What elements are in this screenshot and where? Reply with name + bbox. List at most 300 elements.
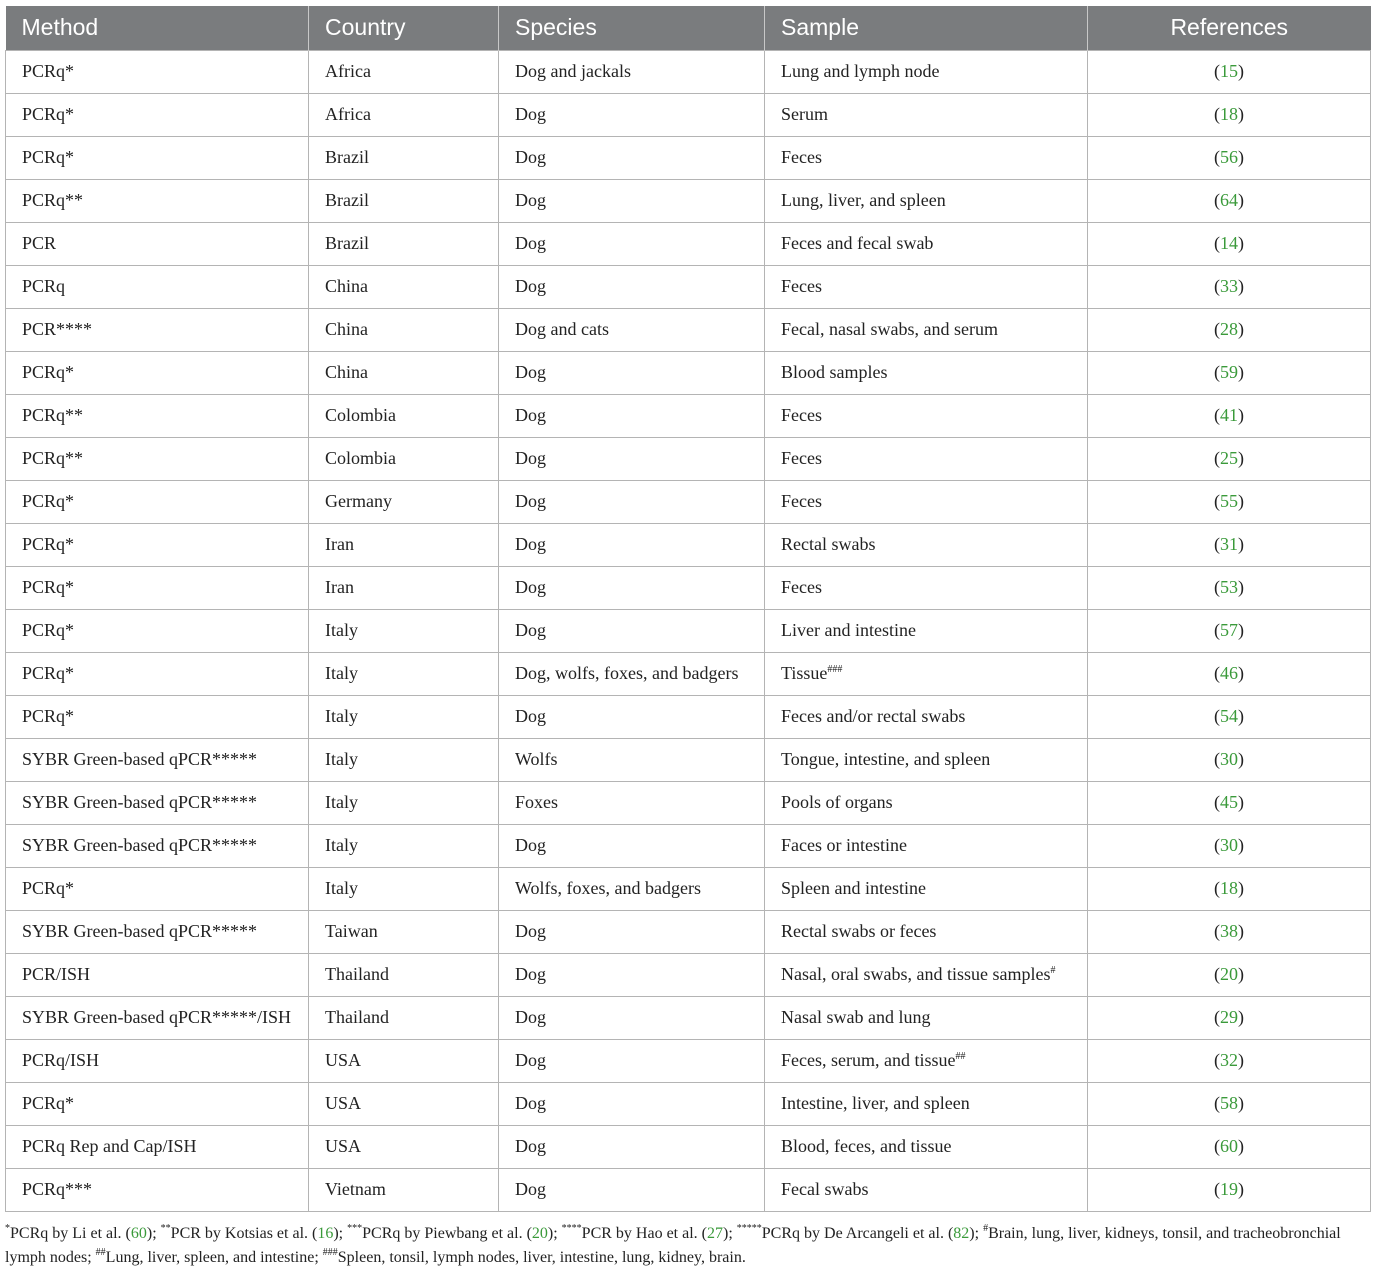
- footnote-reference-link[interactable]: 60: [130, 1225, 147, 1242]
- cell-sample: [765, 1168, 1088, 1211]
- cell-reference: (30): [1088, 824, 1371, 867]
- cell-country: [309, 222, 499, 265]
- cell-species: [499, 1168, 765, 1211]
- cell-reference: (25): [1088, 437, 1371, 480]
- cell-method: [6, 50, 309, 93]
- cell-species: [499, 179, 765, 222]
- cell-method-text: PCRq*: [22, 620, 75, 640]
- reference-link[interactable]: 18: [1220, 878, 1238, 898]
- cell-sample: [765, 824, 1088, 867]
- table-row: [6, 437, 1371, 480]
- cell-sample-text: Blood samples: [781, 362, 888, 382]
- cell-species: [499, 523, 765, 566]
- cell-species-text: Dog: [515, 706, 546, 726]
- table-row: [6, 867, 1371, 910]
- cell-country: [309, 308, 499, 351]
- header-method: Method: [6, 6, 309, 50]
- cell-species-text: Dog: [515, 104, 546, 124]
- table-header-row: [6, 6, 1371, 50]
- cell-species-text: Dog: [515, 577, 546, 597]
- reference-link[interactable]: 54: [1220, 706, 1238, 726]
- cell-sample: [765, 308, 1088, 351]
- cell-country-text: Italy: [325, 835, 358, 855]
- footnote-text: Brain, lung, liver, kidneys, tonsil, and tracheobronchial lymph nodes;: [5, 1225, 1341, 1266]
- reference-link[interactable]: 57: [1220, 620, 1238, 640]
- cell-species-text: Dog: [515, 1050, 546, 1070]
- cell-method-text: PCRq*: [22, 534, 75, 554]
- cell-country-text: Thailand: [325, 964, 389, 984]
- cell-species: [499, 93, 765, 136]
- cell-country: [309, 265, 499, 308]
- cell-species: [499, 953, 765, 996]
- reference-link[interactable]: 58: [1220, 1093, 1238, 1113]
- cell-species: [499, 996, 765, 1039]
- cell-method: [6, 394, 309, 437]
- cell-species: [499, 222, 765, 265]
- cell-reference: (20): [1088, 953, 1371, 996]
- cell-species-text: Dog: [515, 491, 546, 511]
- cell-sample: [765, 609, 1088, 652]
- footnote-mark: ##: [95, 1247, 106, 1258]
- table-row: [6, 308, 1371, 351]
- cell-reference: (18): [1088, 867, 1371, 910]
- cell-sample: [765, 136, 1088, 179]
- cell-species-text: Dog: [515, 1093, 546, 1113]
- cell-country: [309, 1039, 499, 1082]
- cell-species: [499, 781, 765, 824]
- footnote-text: );: [333, 1225, 348, 1242]
- cell-country-text: USA: [325, 1093, 362, 1113]
- cell-country-text: Vietnam: [325, 1179, 386, 1199]
- reference-link[interactable]: 25: [1220, 448, 1238, 468]
- reference-link[interactable]: 30: [1220, 835, 1238, 855]
- cell-reference: (31): [1088, 523, 1371, 566]
- cell-sample: [765, 867, 1088, 910]
- cell-reference: (55): [1088, 480, 1371, 523]
- table-row: [6, 695, 1371, 738]
- footnote-mark: *****: [736, 1223, 762, 1234]
- table-row: [6, 179, 1371, 222]
- cell-species-text: Dog: [515, 1136, 546, 1156]
- cell-sample-text: Liver and intestine: [781, 620, 916, 640]
- table-row: [6, 265, 1371, 308]
- cell-method-text: PCRq**: [22, 190, 84, 210]
- cell-species-text: Dog: [515, 964, 546, 984]
- cell-country-text: Italy: [325, 706, 358, 726]
- table-row: [6, 50, 1371, 93]
- cell-method-text: PCRq*: [22, 362, 75, 382]
- footnote-reference-link[interactable]: 82: [953, 1225, 970, 1242]
- reference-link[interactable]: 45: [1220, 792, 1238, 812]
- detection-methods-table: [5, 6, 1371, 1212]
- cell-country: [309, 910, 499, 953]
- cell-species-text: Dog: [515, 620, 546, 640]
- cell-method: [6, 480, 309, 523]
- cell-method-text: PCRq Rep and Cap/ISH: [22, 1136, 197, 1156]
- cell-species-text: Wolfs: [515, 749, 558, 769]
- cell-country: [309, 738, 499, 781]
- cell-method: [6, 867, 309, 910]
- cell-method: [6, 609, 309, 652]
- footnote-mark: ***: [347, 1223, 363, 1234]
- cell-sample-text: Serum: [781, 104, 828, 124]
- cell-sample-text: Rectal swabs or feces: [781, 921, 937, 941]
- cell-country-text: Africa: [325, 61, 371, 81]
- table-footnote: [5, 1222, 1370, 1270]
- cell-species-text: Dog: [515, 921, 546, 941]
- table-row: [6, 652, 1371, 695]
- cell-species-text: Dog: [515, 835, 546, 855]
- cell-method: [6, 566, 309, 609]
- footnote-mark: #: [983, 1223, 989, 1234]
- table-row: [6, 93, 1371, 136]
- cell-country-text: China: [325, 276, 368, 296]
- cell-method: [6, 824, 309, 867]
- cell-method: [6, 437, 309, 480]
- cell-country-text: Colombia: [325, 405, 396, 425]
- cell-method-text: PCRq*: [22, 61, 75, 81]
- cell-sample-text: Lung and lymph node: [781, 61, 940, 81]
- cell-species: [499, 824, 765, 867]
- cell-method: [6, 351, 309, 394]
- cell-species: [499, 50, 765, 93]
- cell-reference: (30): [1088, 738, 1371, 781]
- cell-country-text: Italy: [325, 792, 358, 812]
- reference-link[interactable]: 32: [1220, 1050, 1238, 1070]
- cell-country-text: Taiwan: [325, 921, 378, 941]
- cell-method: [6, 781, 309, 824]
- footnote-text: PCRq by Piewbang et al. (: [362, 1225, 532, 1242]
- table-row: [6, 996, 1371, 1039]
- cell-reference: (15): [1088, 50, 1371, 93]
- cell-species-text: Dog and cats: [515, 319, 609, 339]
- cell-method: [6, 652, 309, 695]
- cell-method-text: PCRq*: [22, 147, 75, 167]
- cell-country-text: Thailand: [325, 1007, 389, 1027]
- cell-sample: [765, 953, 1088, 996]
- reference-link[interactable]: 59: [1220, 362, 1238, 382]
- cell-species: [499, 136, 765, 179]
- cell-sample-text: Blood, feces, and tissue: [781, 1136, 952, 1156]
- cell-method: [6, 953, 309, 996]
- cell-country: [309, 695, 499, 738]
- cell-sample: [765, 93, 1088, 136]
- cell-species: [499, 695, 765, 738]
- cell-country: [309, 1082, 499, 1125]
- table-row: [6, 480, 1371, 523]
- cell-method-text: PCR/ISH: [22, 964, 91, 984]
- cell-reference: (56): [1088, 136, 1371, 179]
- cell-sample: [765, 738, 1088, 781]
- cell-method-text: PCR****: [22, 319, 93, 339]
- cell-method-text: PCRq*: [22, 706, 75, 726]
- cell-species-text: Dog: [515, 1007, 546, 1027]
- cell-method-text: PCRq*: [22, 1093, 75, 1113]
- reference-link[interactable]: 46: [1220, 663, 1238, 683]
- cell-method: [6, 1039, 309, 1082]
- footnote-text: );: [146, 1225, 161, 1242]
- cell-sample-text: Nasal swab and lung: [781, 1007, 931, 1027]
- cell-species: [499, 437, 765, 480]
- cell-reference: (46): [1088, 652, 1371, 695]
- cell-species-text: Dog: [515, 1179, 546, 1199]
- cell-species-text: Dog: [515, 405, 546, 425]
- cell-country: [309, 781, 499, 824]
- reference-link[interactable]: 60: [1220, 1136, 1238, 1156]
- footnote-text: PCRq by Li et al. (: [10, 1225, 131, 1242]
- cell-country: [309, 351, 499, 394]
- cell-country-text: Brazil: [325, 190, 369, 210]
- reference-link[interactable]: 64: [1220, 190, 1238, 210]
- cell-reference: (64): [1088, 179, 1371, 222]
- footnote-text: );: [723, 1225, 737, 1242]
- cell-species: [499, 1039, 765, 1082]
- cell-method: [6, 523, 309, 566]
- cell-method-text: PCRq/ISH: [22, 1050, 100, 1070]
- cell-species: [499, 394, 765, 437]
- cell-sample: [765, 566, 1088, 609]
- cell-sample-text: Feces: [781, 491, 822, 511]
- cell-sample: [765, 1125, 1088, 1168]
- cell-method: [6, 136, 309, 179]
- reference-link[interactable]: 55: [1220, 491, 1238, 511]
- reference-link[interactable]: 41: [1220, 405, 1238, 425]
- cell-method-text: PCRq: [22, 276, 66, 296]
- cell-country-text: USA: [325, 1136, 362, 1156]
- cell-sample: [765, 996, 1088, 1039]
- reference-link[interactable]: 29: [1220, 1007, 1238, 1027]
- table-row: [6, 1082, 1371, 1125]
- cell-sample: [765, 1082, 1088, 1125]
- cell-method-text: PCRq*: [22, 491, 75, 511]
- table-row: [6, 222, 1371, 265]
- cell-sample: [765, 179, 1088, 222]
- cell-sample-text: Tongue, intestine, and spleen: [781, 749, 991, 769]
- cell-method: [6, 265, 309, 308]
- cell-method-text: PCRq**: [22, 405, 84, 425]
- footnote-mark: **: [160, 1223, 171, 1234]
- cell-country: [309, 652, 499, 695]
- cell-species: [499, 652, 765, 695]
- cell-sample: [765, 50, 1088, 93]
- cell-species: [499, 1082, 765, 1125]
- reference-link[interactable]: 56: [1220, 147, 1238, 167]
- cell-method: [6, 738, 309, 781]
- cell-sample-text: Feces: [781, 577, 822, 597]
- header-sample: Sample: [765, 6, 1088, 50]
- cell-species-text: Dog: [515, 147, 546, 167]
- cell-method-text: SYBR Green-based qPCR*****/ISH: [22, 1007, 291, 1027]
- cell-country: [309, 867, 499, 910]
- reference-link[interactable]: 15: [1220, 61, 1238, 81]
- table-body: [6, 50, 1371, 1211]
- cell-sample: [765, 781, 1088, 824]
- cell-method: [6, 1168, 309, 1211]
- cell-reference: (53): [1088, 566, 1371, 609]
- cell-species: [499, 351, 765, 394]
- cell-reference: (32): [1088, 1039, 1371, 1082]
- cell-country-text: Iran: [325, 577, 354, 597]
- reference-link[interactable]: 31: [1220, 534, 1238, 554]
- reference-link[interactable]: 14: [1220, 233, 1238, 253]
- header-country: Country: [309, 6, 499, 50]
- table-row: [6, 953, 1371, 996]
- cell-method-text: SYBR Green-based qPCR*****: [22, 749, 257, 769]
- cell-country: [309, 50, 499, 93]
- cell-country-text: Africa: [325, 104, 371, 124]
- cell-sample-text: Feces and/or rectal swabs: [781, 706, 966, 726]
- footnote-text: PCRq by De Arcangeli et al. (: [761, 1225, 954, 1242]
- table-row: [6, 566, 1371, 609]
- cell-country-text: Germany: [325, 491, 392, 511]
- reference-link[interactable]: 38: [1220, 921, 1238, 941]
- cell-country: [309, 1168, 499, 1211]
- table-row: [6, 136, 1371, 179]
- footnote-mark: ###: [322, 1247, 338, 1258]
- table-row: [6, 523, 1371, 566]
- cell-sample: [765, 910, 1088, 953]
- cell-species: [499, 480, 765, 523]
- cell-sample-text: Tissue: [781, 663, 828, 683]
- cell-method: [6, 996, 309, 1039]
- cell-sample-text: Feces: [781, 448, 822, 468]
- footnote-text: );: [547, 1225, 562, 1242]
- sample-footnote-mark: #: [1050, 965, 1056, 976]
- table-row: [6, 738, 1371, 781]
- reference-link[interactable]: 33: [1220, 276, 1238, 296]
- cell-country: [309, 1125, 499, 1168]
- cell-species-text: Dog: [515, 233, 546, 253]
- cell-country: [309, 136, 499, 179]
- cell-country: [309, 523, 499, 566]
- cell-country-text: Brazil: [325, 147, 369, 167]
- cell-reference: (45): [1088, 781, 1371, 824]
- cell-country: [309, 480, 499, 523]
- cell-sample: [765, 695, 1088, 738]
- cell-species-text: Dog: [515, 276, 546, 296]
- cell-method: [6, 308, 309, 351]
- table-row: [6, 351, 1371, 394]
- cell-method: [6, 910, 309, 953]
- cell-method-text: PCRq*: [22, 104, 75, 124]
- cell-country: [309, 566, 499, 609]
- footnote-text: PCR by Hao et al. (: [581, 1225, 707, 1242]
- cell-species: [499, 308, 765, 351]
- footnote-reference-link[interactable]: 16: [317, 1225, 334, 1242]
- cell-reference: (54): [1088, 695, 1371, 738]
- cell-species-text: Dog and jackals: [515, 61, 631, 81]
- cell-country: [309, 394, 499, 437]
- table-row: [6, 609, 1371, 652]
- cell-country: [309, 996, 499, 1039]
- cell-species-text: Dog: [515, 534, 546, 554]
- cell-species-text: Foxes: [515, 792, 559, 812]
- cell-country-text: Italy: [325, 749, 358, 769]
- reference-link[interactable]: 30: [1220, 749, 1238, 769]
- cell-species-text: Dog, wolfs, foxes, and badgers: [515, 663, 739, 683]
- reference-link[interactable]: 28: [1220, 319, 1238, 339]
- cell-country-text: China: [325, 362, 368, 382]
- sample-footnote-mark: ##: [955, 1051, 966, 1062]
- footnote-mark: *: [5, 1223, 10, 1234]
- footnote-reference-link[interactable]: 20: [531, 1225, 548, 1242]
- cell-country-text: Iran: [325, 534, 354, 554]
- cell-method: [6, 222, 309, 265]
- cell-species: [499, 566, 765, 609]
- cell-method-text: PCRq*: [22, 663, 75, 683]
- cell-species: [499, 1125, 765, 1168]
- cell-reference: (33): [1088, 265, 1371, 308]
- reference-link[interactable]: 20: [1220, 964, 1238, 984]
- cell-method-text: SYBR Green-based qPCR*****: [22, 835, 257, 855]
- cell-country: [309, 609, 499, 652]
- cell-sample-text: Fecal swabs: [781, 1179, 869, 1199]
- cell-reference: (38): [1088, 910, 1371, 953]
- cell-method-text: PCRq***: [22, 1179, 93, 1199]
- reference-link[interactable]: 53: [1220, 577, 1238, 597]
- table-row: [6, 394, 1371, 437]
- cell-method-text: PCRq*: [22, 577, 75, 597]
- cell-sample: [765, 480, 1088, 523]
- cell-species-text: Dog: [515, 448, 546, 468]
- header-species: Species: [499, 6, 765, 50]
- cell-reference: (29): [1088, 996, 1371, 1039]
- footnote-reference-link[interactable]: 27: [707, 1225, 723, 1242]
- header-references: References: [1088, 6, 1371, 50]
- cell-species-text: Wolfs, foxes, and badgers: [515, 878, 702, 898]
- reference-link[interactable]: 18: [1220, 104, 1238, 124]
- cell-country: [309, 953, 499, 996]
- cell-method-text: SYBR Green-based qPCR*****: [22, 921, 257, 941]
- cell-reference: (60): [1088, 1125, 1371, 1168]
- cell-species: [499, 738, 765, 781]
- cell-sample-text: Nasal, oral swabs, and tissue samples: [781, 964, 1051, 984]
- cell-sample: [765, 394, 1088, 437]
- cell-country-text: China: [325, 319, 368, 339]
- cell-sample-text: Spleen and intestine: [781, 878, 926, 898]
- reference-link[interactable]: 19: [1220, 1179, 1238, 1199]
- table-row: [6, 1125, 1371, 1168]
- cell-method: [6, 1125, 309, 1168]
- cell-country: [309, 824, 499, 867]
- cell-sample: [765, 437, 1088, 480]
- cell-sample-text: Feces: [781, 405, 822, 425]
- cell-reference: (19): [1088, 1168, 1371, 1211]
- table-row: [6, 1039, 1371, 1082]
- cell-sample-text: Feces, serum, and tissue: [781, 1050, 956, 1070]
- cell-reference: (14): [1088, 222, 1371, 265]
- table-row: [6, 781, 1371, 824]
- cell-sample: [765, 351, 1088, 394]
- cell-method: [6, 695, 309, 738]
- cell-country-text: Colombia: [325, 448, 396, 468]
- cell-method: [6, 179, 309, 222]
- cell-species: [499, 910, 765, 953]
- cell-species: [499, 609, 765, 652]
- cell-country: [309, 437, 499, 480]
- cell-method-text: PCRq*: [22, 878, 75, 898]
- cell-sample-text: Faces or intestine: [781, 835, 907, 855]
- cell-country-text: Italy: [325, 663, 358, 683]
- cell-species-text: Dog: [515, 362, 546, 382]
- cell-reference: (58): [1088, 1082, 1371, 1125]
- table-row: [6, 824, 1371, 867]
- cell-method-text: PCRq**: [22, 448, 84, 468]
- cell-sample: [765, 523, 1088, 566]
- cell-species-text: Dog: [515, 190, 546, 210]
- footnote-text: PCR by Kotsias et al. (: [170, 1225, 318, 1242]
- cell-reference: (28): [1088, 308, 1371, 351]
